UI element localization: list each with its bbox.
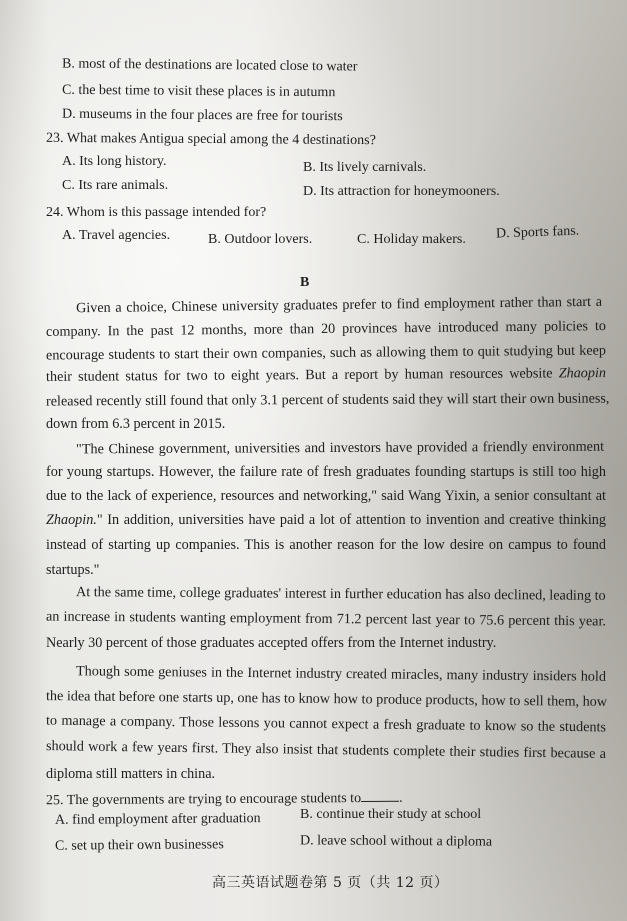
passage-line: to manage a company. Those lessons you cannot expect a fresh graduate to know so the students [45, 712, 607, 736]
q24-option-d: D. Sports fans. [495, 223, 580, 242]
passage-line: down from 6.3 percent in 2015. [46, 416, 226, 432]
q25-stem-end: . [399, 790, 403, 806]
passage-line: the idea that before one starts up, one has to know how to produce products, how to sell them, how [45, 688, 608, 710]
q25-option-c: C. set up their own businesses [54, 837, 224, 854]
passage-line: startups." [46, 562, 100, 578]
passage-line: At the same time, college graduates' interest in further education has also declined, leading to [75, 584, 606, 604]
q25-option-a: A. find employment after graduation [54, 811, 261, 828]
q23-option-d: D. Its attraction for honeymooners. [303, 184, 500, 199]
q22-option-b: B. most of the destinations are located close to water [61, 56, 358, 75]
q22-option-c: C. the best time to visit these places is in autumn [61, 82, 336, 101]
website-name: Zhaopin [558, 365, 607, 382]
passage-text: their student status for two to eight years. But a report by human resources website [45, 365, 553, 385]
passage-line: diploma still matters in china. [46, 766, 216, 782]
q22-option-d: D. museums in the four places are free for tourists [61, 106, 343, 125]
passage-line: Nearly 30 percent of those graduates accepted offers from the Internet industry. [46, 635, 497, 651]
passage-line: for young startups. However, the failure rate of fresh graduates founding startups is still too high [46, 464, 606, 480]
website-name: Zhaopin. [46, 512, 97, 528]
passage-text: " In addition, universities have paid a lot of attention to invention and creative thinking [96, 512, 606, 528]
q24-option-b: B. Outdoor lovers. [208, 232, 313, 247]
q23-option-b: B. Its lively carnivals. [303, 160, 427, 175]
passage-line [46, 511, 606, 529]
q25-option-d: D. leave school without a diploma [299, 833, 493, 850]
passage-line [46, 364, 606, 386]
passage-line: should work a few years first. They also insist that students complete their studies first because a [45, 738, 607, 762]
q23-stem: 23. What makes Antigua special among the 4 destinations? [45, 130, 376, 149]
passage-line: encourage students to start their own companies, such as allowing them to quit studying but keep [45, 342, 607, 364]
passage-line: Given a choice, Chinese university graduates prefer to find employment rather than start a [75, 293, 603, 317]
q23-option-c: C. Its rare animals. [62, 178, 169, 193]
q23-option-a: A. Its long history. [62, 154, 167, 169]
passage-line: an increase in students wanting employment from 71.2 percent last year to 75.6 percent this year. [45, 608, 607, 630]
passage-line: "The Chinese government, universities and investors have provided a friendly environment [75, 438, 605, 458]
passage-line: Though some geniuses in the Internet industry created miracles, many industry insiders hold [75, 663, 607, 685]
section-b-title: B [300, 275, 310, 290]
passage-line: company. In the past 12 months, more than 20 provinces have introduced many policies to [45, 318, 607, 340]
passage-line: released recently still found that only 3.1 percent of students said they will start their own business, [45, 390, 610, 410]
q24-option-a: A. Travel agencies. [62, 228, 171, 243]
page-footer: 高三英语试题卷第 5 页（共 12 页） [212, 875, 449, 891]
passage-line: due to the lack of experience, resources and networking," said Wang Yixin, a senior consultant at [46, 488, 606, 504]
q25-option-b: B. continue their study at school [300, 807, 482, 822]
q24-option-c: C. Holiday makers. [357, 232, 466, 247]
q25-stem-text: 25. The governments are trying to encourage students to [45, 791, 362, 809]
q24-stem: 24. Whom is this passage intended for? [46, 205, 267, 220]
passage-line: instead of starting up companies. This is another reason for the low desire on campus to found [46, 537, 606, 553]
answer-blank [361, 788, 399, 802]
